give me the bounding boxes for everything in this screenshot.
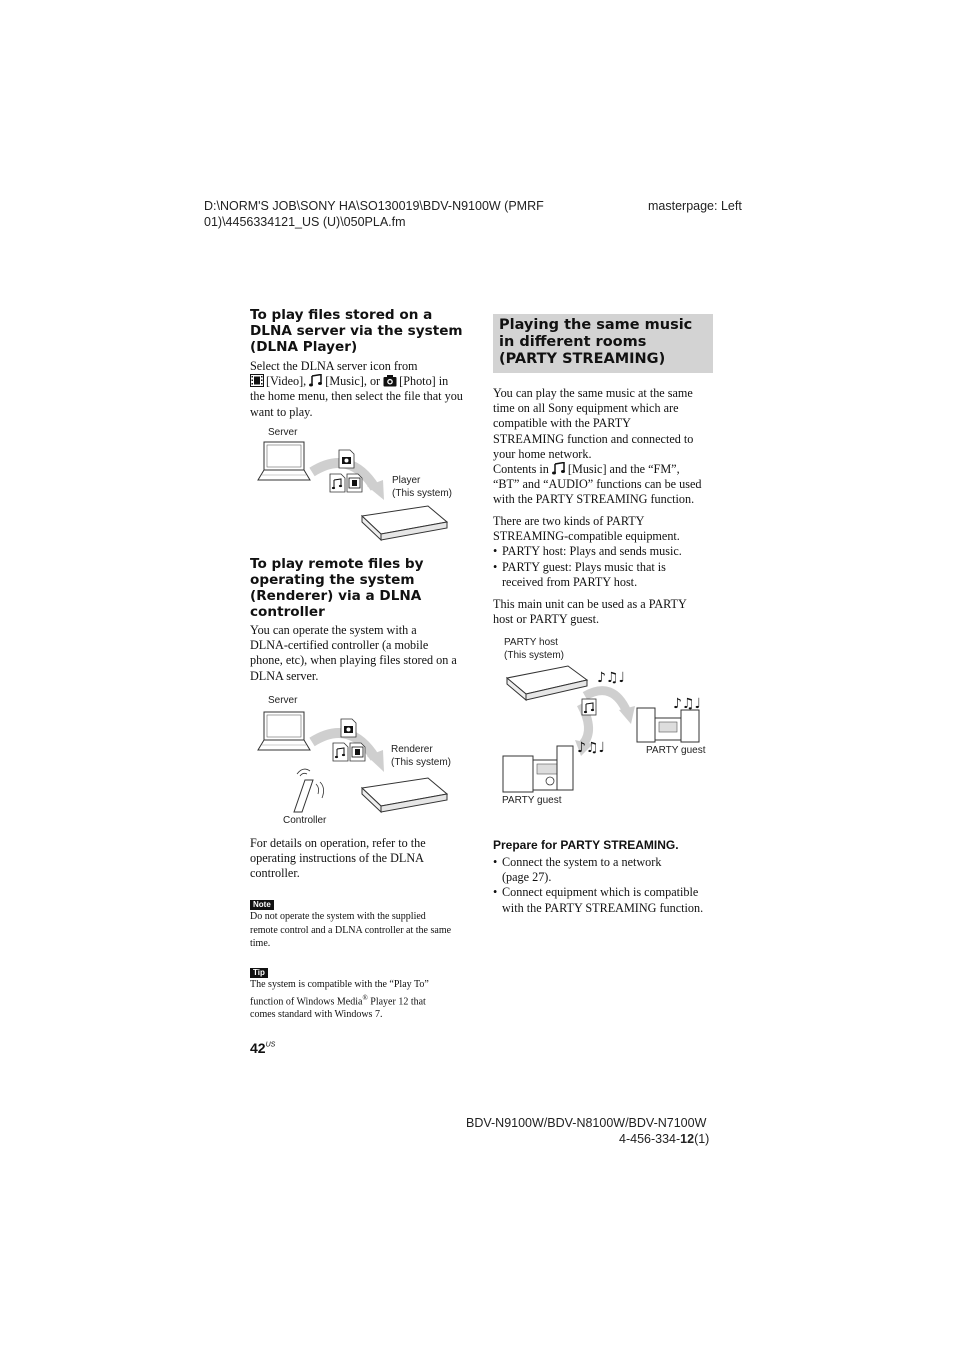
player-icon <box>362 778 447 812</box>
player-icon <box>507 666 587 700</box>
list-item: • Connect the system to a network (page 27). <box>493 855 718 885</box>
file-path <box>204 198 584 230</box>
video-icon <box>347 474 362 492</box>
list-item: • PARTY host: Plays and sends music. <box>493 544 718 559</box>
prepare-heading: Prepare for PARTY STREAMING. <box>493 838 679 852</box>
music-icon <box>552 462 566 475</box>
laptop-icon <box>258 712 310 750</box>
party-streaming-diagram <box>495 660 715 795</box>
page-number: $42^{US}$ <box>250 1040 276 1056</box>
fig1-server-label: Server <box>268 427 298 438</box>
photo-icon <box>339 450 354 468</box>
fig2-controller-label: Controller <box>283 815 327 826</box>
fig3-host-label: PARTY host (This system) <box>504 637 564 661</box>
file-path-line-1: D:\NORM'S JOB\SONY HA\SO130019\BDV-N9100W (PMRF <box>204 199 544 213</box>
renderer-paragraph: You can operate the system with a DLNA-certified controller (a mobile phone, etc), when playing files stored on a DLNA server. <box>250 623 457 683</box>
video-icon <box>250 374 264 387</box>
fig3-guest-right-label: PARTY guest <box>646 745 706 756</box>
fig3-guest-left-label: PARTY guest <box>502 795 562 806</box>
file-path-line-2: 01)\4456334121_US (U)\050PLA.fm <box>204 215 406 229</box>
masterpage-label: masterpage: Left <box>648 199 742 213</box>
music-icon <box>309 374 323 387</box>
party-main-unit-paragraph: This main unit can be used as a PARTY host or PARTY guest. <box>493 597 687 627</box>
music-notes-icon: ♪♫♩ <box>597 670 626 686</box>
phone-icon <box>294 769 324 812</box>
fig2-renderer-label: Renderer (This system) <box>391 744 451 768</box>
dlna-player-paragraph: Select the DLNA server icon from [Video], [Music], or [Photo] in the home menu, then select the file that you want to play. <box>250 359 463 419</box>
video-icon <box>350 743 365 761</box>
note-text: Do not operate the system with the supplied remote control and a DLNA controller at the same time. <box>250 911 452 949</box>
renderer-diagram <box>250 700 460 815</box>
footer-code: 4-456-334-12(1) <box>619 1132 710 1146</box>
dlna-player-diagram <box>250 430 460 545</box>
party-kinds-paragraph: There are two kinds of PARTY STREAMING-compatible equipment. • PARTY host: Plays and sends music. • PARTY guest: Plays music that is received from PARTY host. <box>493 514 718 590</box>
footer-models: BDV-N9100W/BDV-N8100W/BDV-N7100W <box>466 1116 707 1130</box>
photo-icon <box>383 374 397 387</box>
tip-badge: Tip <box>250 962 268 980</box>
music-notes-icon: ♪♫♩ <box>577 740 606 756</box>
fig1-player-label: Player (This system) <box>392 475 452 499</box>
music-icon <box>333 743 348 761</box>
tip-text: The system is compatible with the “Play To” function of Windows Media® Player 12 that comes standard with Windows 7. <box>250 979 429 1021</box>
speaker-system-icon <box>637 708 699 742</box>
fig2-server-label: Server <box>268 695 298 706</box>
music-icon <box>330 474 345 492</box>
player-icon <box>362 506 447 540</box>
speaker-system-icon <box>503 746 573 792</box>
music-notes-icon: ♪♫♩ <box>673 696 702 712</box>
photo-icon <box>341 719 356 737</box>
renderer-heading: To play remote files by operating the system (Renderer) via a DLNA controller <box>250 556 424 620</box>
dlna-player-heading: To play files stored on a DLNA server via the system (DLNA Player) <box>250 307 463 355</box>
prepare-list <box>493 855 718 916</box>
party-intro-paragraph: You can play the same music at the same time on all Sony equipment which are compatible with the PARTY STREAMING function and connected to your home network. Contents in [Music] and the “FM”, “BT” and “AUDIO” functions can be used with the PARTY STREAMING function. <box>493 386 702 507</box>
note-badge: Note <box>250 894 274 912</box>
list-item: • Connect equipment which is compatible with the PARTY STREAMING function. <box>493 885 718 915</box>
laptop-icon <box>258 442 310 480</box>
renderer-details-paragraph: For details on operation, refer to the operating instructions of the DLNA controller. <box>250 836 426 881</box>
party-streaming-title: Playing the same music in different rooms (PARTY STREAMING) <box>493 314 713 373</box>
music-icon <box>582 699 596 715</box>
list-item: • PARTY guest: Plays music that is received from PARTY host. <box>493 560 718 590</box>
party-kinds-list <box>493 544 718 590</box>
